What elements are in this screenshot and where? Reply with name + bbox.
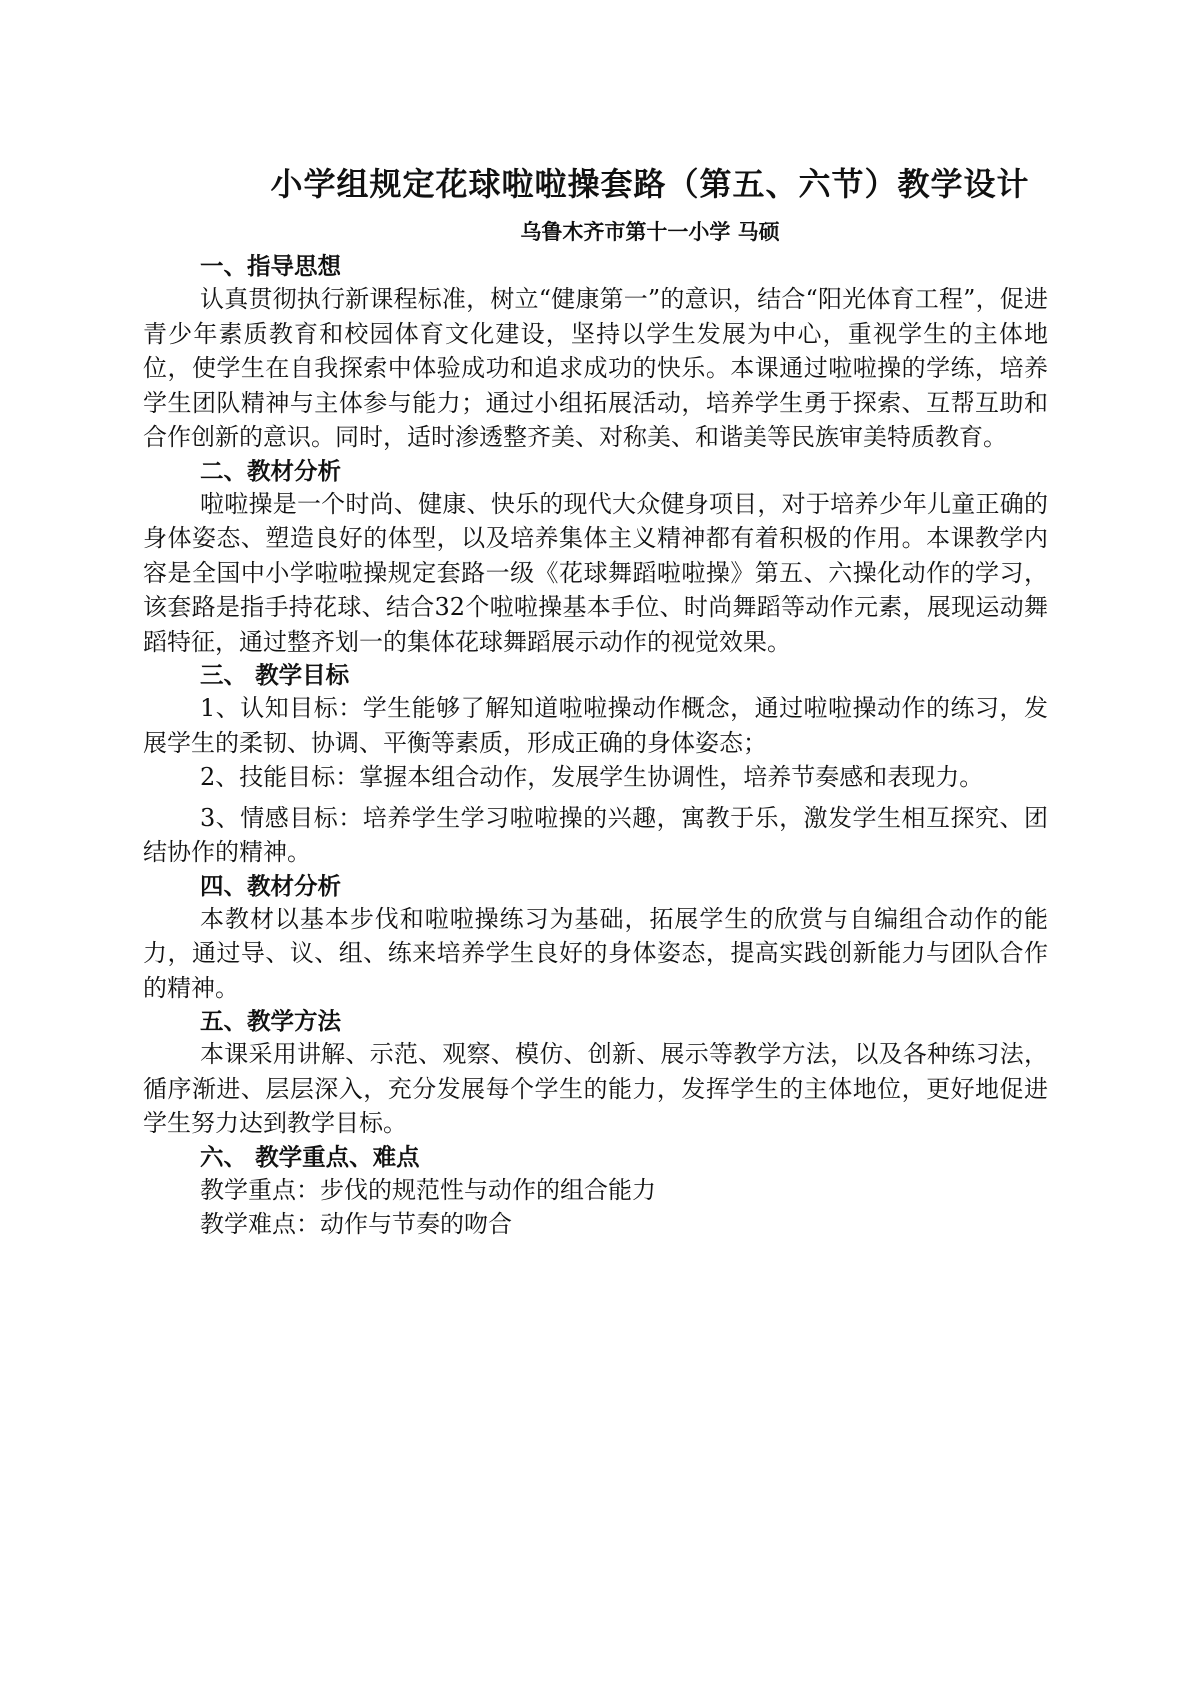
section-key-points [143, 1141, 1048, 1242]
section-teaching-objectives [143, 659, 1048, 870]
section-paragraph: 本课采用讲解、示范、观察、模仿、创新、展示等教学方法，以及各种练习法，循序渐进、层层深入，充分发展每个学生的能力，发挥学生的主体地位，更好地促进学生努力达到教学目标。 [143, 1040, 1048, 1137]
section-material-analysis [143, 455, 1048, 660]
document-body [143, 250, 1048, 1242]
section-heading: 三、 教学目标 [200, 661, 350, 689]
author-line: 乌鲁木齐市第十一小学 马硕 [520, 220, 780, 244]
section-heading: 四、教材分析 [200, 871, 341, 900]
section-heading: 五、教学方法 [200, 1007, 341, 1035]
key-point: 教学重点：步伐的规范性与动作的组合能力 [200, 1175, 656, 1204]
section-paragraph: 本教材以基本步伐和啦啦操练习为基础，拓展学生的欣赏与自编组合动作的能力，通过导、议、组、练来培养学生良好的身体姿态，提高实践创新能力与团队合作的精神。 [143, 904, 1048, 1002]
difficult-point: 教学难点：动作与节奏的吻合 [200, 1210, 512, 1238]
objective-skill: 2、技能目标：掌握本组合动作，发展学生协调性，培养节奏感和表现力。 [200, 763, 984, 791]
objective-cognitive: 1、认知目标：学生能够了解知道啦啦操动作概念，通过啦啦操动作的练习，发展学生的柔韧、协调、平衡等素质，形成正确的身体姿态； [143, 694, 1048, 757]
section-paragraph: 啦啦操是一个时尚、健康、快乐的现代大众健身项目，对于培养少年儿童正确的身体姿态、塑造良好的体型，以及培养集体主义精神都有着积极的作用。本课教学内容是全国中小学啦啦操规定套路一级《花球舞蹈啦啦操》第五、六操化动作的学习，该套路是指手持花球、结合32个啦啦操基本手位、时尚舞蹈等动作元素，展现运动舞蹈特征，通过整齐划一的集体花球舞蹈展示动作的视觉效果。 [143, 489, 1048, 656]
section-material-analysis-2 [143, 870, 1048, 1006]
section-heading: 一、指导思想 [200, 252, 341, 280]
section-guiding-ideology [143, 250, 1048, 455]
objective-emotional: 3、情感目标：培养学生学习啦啦操的兴趣，寓教于乐，激发学生相互探究、团结协作的精神。 [143, 803, 1048, 866]
section-heading: 六、 教学重点、难点 [200, 1142, 420, 1171]
section-paragraph: 认真贯彻执行新课程标准，树立“健康第一”的意识，结合“阳光体育工程”，促进青少年素质教育和校园体育文化建设，坚持以学生发展为中心，重视学生的主体地位，使学生在自我探索中体验成功和追求成功的快乐。本课通过啦啦操的学练，培养学生团队精神与主体参与能力；通过小组拓展活动，培养学生勇于探索、互帮互助和合作创新的意识。同时，适时渗透整齐美、对称美、和谐美等民族审美特质教育。 [143, 285, 1048, 451]
document-title: 小学组规定花球啦啦操套路（第五、六节）教学设计 [270, 165, 1030, 203]
section-heading: 二、教材分析 [200, 456, 341, 485]
section-teaching-methods [143, 1005, 1048, 1141]
